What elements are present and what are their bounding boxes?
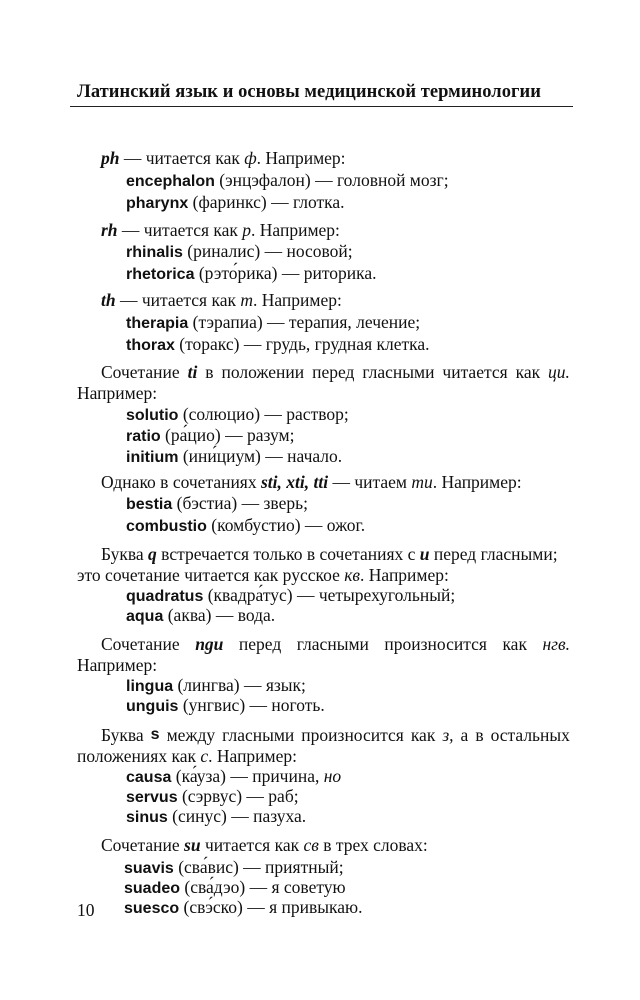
example-line: lingua (лингва) — язык; [126,675,306,695]
ngu-paragraph-line2: Например: [77,655,158,675]
s-paragraph-line2: положениях как с. Например: [77,746,297,766]
header-rule [70,106,573,107]
ph-letter: ph [101,148,120,168]
ph-intro: ph — читается как ф. Например: [101,148,346,168]
example-line: combustio (комбустио) — ожог. [126,515,366,535]
example-line: quadratus (квадра́тус) — четырехугольный; [126,585,456,605]
example-line: servus (сэрвус) — раб; [126,786,299,806]
example-line: bestia (бэстиа) — зверь; [126,493,308,513]
running-header: Латинский язык и основы медицинской терминологии [77,82,541,102]
q-paragraph-line1: Буква q встречается только в сочетаниях с u перед гласными; [101,544,558,564]
q-paragraph-line2: это сочетание читается как русское кв. Например: [77,565,449,585]
th-intro: th — читается как т. Например: [101,290,342,310]
example-line: ratio (ра́цио) — разум; [126,425,295,445]
su-intro: Сочетание su читается как св в трех словах: [101,835,428,855]
example-line: unguis (унгвис) — ноготь. [126,695,325,715]
example-line: pharynx (фаринкс) — глотка. [126,192,345,212]
example-line: rhetorica (рэто́рика) — риторика. [126,263,377,283]
example-line: therapia (тэрапиа) — терапия, лечение; [126,312,421,332]
example-line: solutio (солюцио) — раствор; [126,404,349,424]
example-line: aqua (аква) — вода. [126,605,276,625]
page-number: 10 [77,900,95,920]
example-line: initium (ини́циум) — начало. [126,446,343,466]
example-line: suavis (сва́вис) — приятный; [124,857,344,877]
ti-paragraph-line2: Например: [77,383,158,403]
example-line: suesco (свэ́ско) — я привыкаю. [124,897,363,917]
example-line: thorax (торакс) — грудь, грудная клетка. [126,334,430,354]
example-line: encephalon (энцэфалон) — головной мозг; [126,170,449,190]
sti-intro: Однако в сочетаниях sti, xti, tti — читаем ти. Например: [101,472,522,492]
ngu-paragraph-line1: Сочетание ngu перед гласными произносится как нгв. [101,634,570,654]
example-line: rhinalis (риналис) — носовой; [126,241,353,261]
ti-paragraph-line1: Сочетание ti в положении перед гласными читается как ци. [101,362,570,382]
example-line: causa (ка́уза) — причина, но [126,766,342,786]
example-line: sinus (синус) — пазуха. [126,806,307,826]
s-paragraph-line1: Буква s между гласными произносится как з, а в остальных [101,725,570,745]
rh-intro: rh — читается как р. Например: [101,220,340,240]
example-line: suadeo (сва́дэо) — я советую [124,877,346,897]
